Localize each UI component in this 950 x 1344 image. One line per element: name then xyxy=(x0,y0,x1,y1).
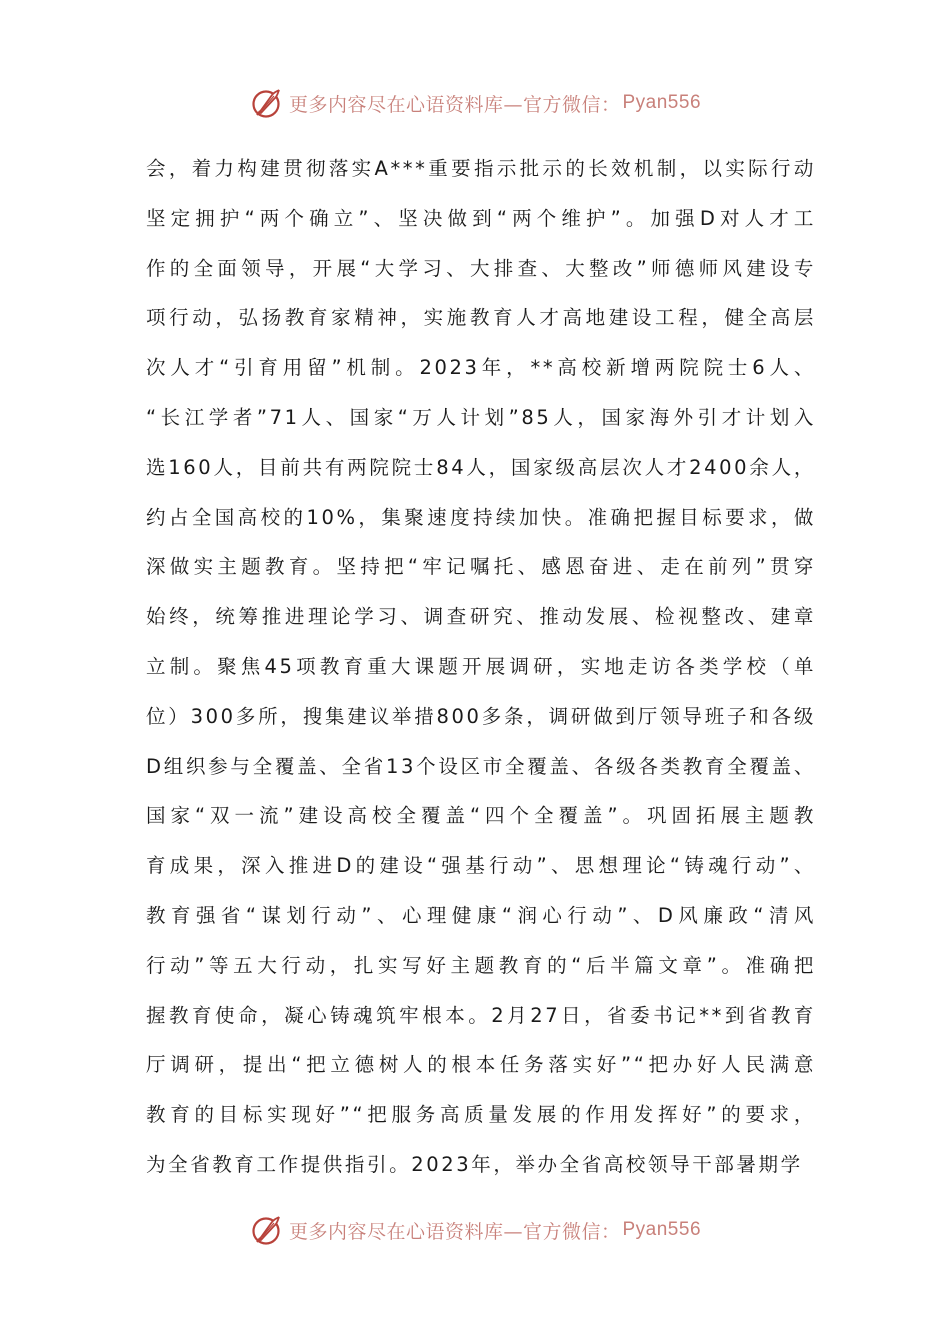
footer-banner-text: 更多内容尽在心语资料库—官方微信： xyxy=(288,1220,621,1243)
text-line: D组织参与全覆盖、全省13个设区市全覆盖、各级各类教育全覆盖、 xyxy=(146,754,816,778)
body-paragraph xyxy=(146,144,816,1190)
text-line: 教育的目标实现好”“把服务高质量发展的作用发挥好”的要求， xyxy=(146,1103,816,1127)
text-line: 项行动，弘扬教育家精神，实施教育人才高地建设工程，健全高层 xyxy=(146,306,816,330)
text-line: 国家“双一流”建设高校全覆盖“四个全覆盖”。巩固拓展主题教 xyxy=(146,804,816,828)
quill-pen-logo-icon xyxy=(249,86,283,120)
text-line: 教育强省“谋划行动”、心理健康“润心行动”、D风廉政“清风 xyxy=(146,903,816,927)
text-line: 行动”等五大行动，扎实写好主题教育的“后半篇文章”。准确把 xyxy=(146,953,816,977)
quill-pen-logo-icon xyxy=(249,1213,283,1247)
text-line: 握教育使命，凝心铸魂筑牢根本。2月27日，省委书记**到省教育 xyxy=(146,1003,816,1027)
header-banner-text: 更多内容尽在心语资料库—官方微信： xyxy=(288,93,621,116)
header-banner-wechat-id: Pyan556 xyxy=(622,92,702,113)
text-line: 作的全面领导，开展“大学习、大排查、大整改”师德师风建设专 xyxy=(146,256,816,280)
text-line: 会，着力构建贯彻落实A***重要指示批示的长效机制，以实际行动 xyxy=(146,157,816,180)
text-line: “长江学者”71人、国家“万人计划”85人，国家海外引才计划入 xyxy=(146,405,816,429)
text-line: 选160人，目前共有两院院士84人，国家级高层次人才2400余人， xyxy=(146,455,816,479)
text-line: 厅调研，提出“把立德树人的根本任务落实好”“把办好人民满意 xyxy=(146,1053,816,1077)
text-line: 深做实主题教育。坚持把“牢记嘱托、感恩奋进、走在前列”贯穿 xyxy=(146,555,816,579)
text-line: 始终，统筹推进理论学习、调查研究、推动发展、检视整改、建章 xyxy=(146,605,816,629)
text-line: 为全省教育工作提供指引。2023年，举办全省高校领导干部暑期学 xyxy=(146,1152,803,1176)
header-watermark-banner xyxy=(0,83,950,123)
text-line: 坚定拥护“两个确立”、坚决做到“两个维护”。加强D对人才工 xyxy=(146,206,816,230)
text-line: 约占全国高校的10%，集聚速度持续加快。准确把握目标要求，做 xyxy=(146,505,816,529)
text-line: 育成果，深入推进D的建设“强基行动”、思想理论“铸魂行动”、 xyxy=(146,854,816,878)
text-line: 位）300多所，搜集建议举措800多条，调研做到厅领导班子和各级 xyxy=(146,704,816,728)
footer-watermark-banner xyxy=(0,1210,950,1250)
footer-banner-wechat-id: Pyan556 xyxy=(622,1219,702,1240)
text-line: 次人才“引育用留”机制。2023年，**高校新增两院院士6人、 xyxy=(146,356,816,380)
text-line: 立制。聚焦45项教育重大课题开展调研，实地走访各类学校（单 xyxy=(146,654,816,678)
